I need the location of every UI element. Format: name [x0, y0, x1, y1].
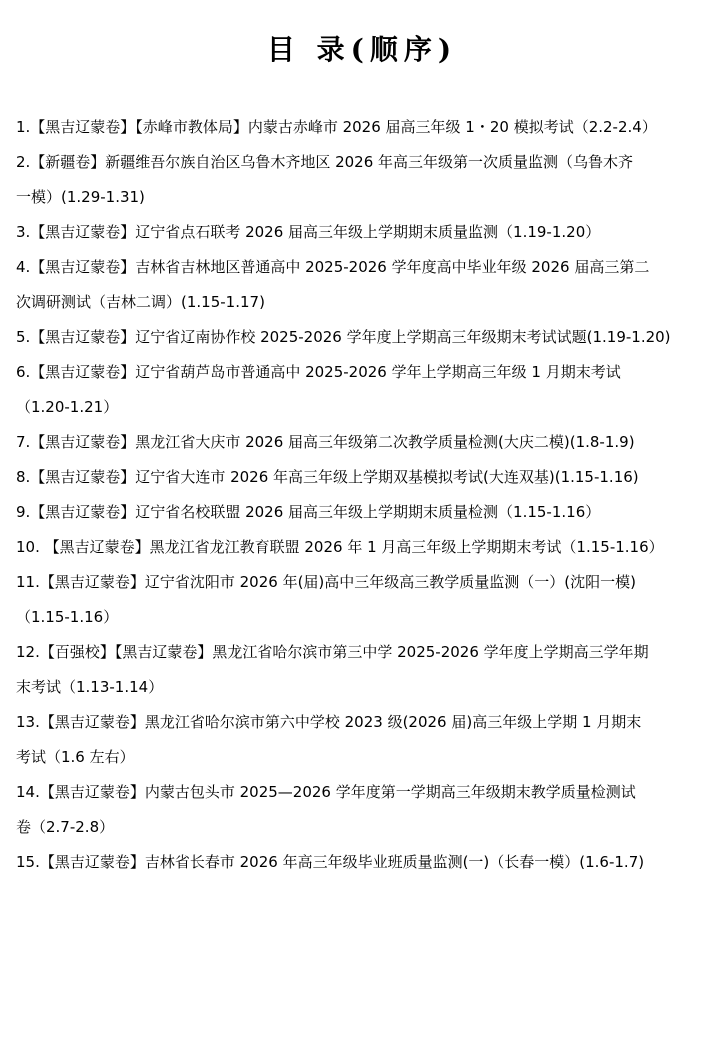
toc-entry-line: 14.【黑吉辽蒙卷】内蒙古包头市 2025—2026 学年度第一学期高三年级期末教学质量检测试 [16, 783, 636, 801]
toc-entry-line: 卷（2.7-2.8） [16, 818, 115, 836]
toc-entry-line: （1.20-1.21） [16, 398, 119, 416]
toc-entry-line: 1.【黑吉辽蒙卷】【赤峰市教体局】内蒙古赤峰市 2026 届高三年级 1・20 模拟考试（2.2-2.4） [16, 118, 657, 136]
toc-entry [16, 355, 706, 425]
toc-entry [16, 565, 706, 635]
toc-entry-line: （1.15-1.16） [16, 608, 119, 626]
toc-entry [16, 215, 706, 250]
toc-entry-line: 3.【黑吉辽蒙卷】辽宁省点石联考 2026 届高三年级上学期期末质量监测（1.19-1.20） [16, 223, 601, 241]
toc-entry-line: 13.【黑吉辽蒙卷】黑龙江省哈尔滨市第六中学校 2023 级(2026 届)高三年级上学期 1 月期末 [16, 713, 642, 731]
toc-entry [16, 320, 706, 355]
toc-entry-line: 考试（1.6 左右） [16, 748, 135, 766]
toc-entry [16, 845, 706, 880]
toc-entry-line: 4.【黑吉辽蒙卷】吉林省吉林地区普通高中 2025-2026 学年度高中毕业年级 2026 届高三第二 [16, 258, 650, 276]
toc-entry-line: 末考试（1.13-1.14） [16, 678, 164, 696]
toc-entry-line: 5.【黑吉辽蒙卷】辽宁省辽南协作校 2025-2026 学年度上学期高三年级期末考试试题(1.19-1.20) [16, 328, 671, 346]
toc-entry-line: 8.【黑吉辽蒙卷】辽宁省大连市 2026 年高三年级上学期双基模拟考试(大连双基)(1.15-1.16) [16, 468, 639, 486]
toc-entry-line: 6.【黑吉辽蒙卷】辽宁省葫芦岛市普通高中 2025-2026 学年上学期高三年级 1 月期末考试 [16, 363, 621, 381]
toc-entry [16, 530, 706, 565]
toc-entry [16, 705, 706, 775]
toc-entry-line: 15.【黑吉辽蒙卷】吉林省长春市 2026 年高三年级毕业班质量监测(一)（长春一模）(1.6-1.7) [16, 853, 645, 871]
toc-entry [16, 775, 706, 845]
toc-entry [16, 110, 706, 145]
toc-entry-line: 次调研测试（吉林二调）(1.15-1.17) [16, 293, 265, 311]
table-of-contents [16, 110, 706, 880]
toc-entry [16, 635, 706, 705]
toc-entry-line: 7.【黑吉辽蒙卷】黑龙江省大庆市 2026 届高三年级第二次教学质量检测(大庆二模)(1.8-1.9) [16, 433, 635, 451]
toc-entry [16, 460, 706, 495]
toc-entry-line: 9.【黑吉辽蒙卷】辽宁省名校联盟 2026 届高三年级上学期期末质量检测（1.15-1.16） [16, 503, 601, 521]
toc-entry [16, 250, 706, 320]
toc-entry-line: 一模）(1.29-1.31) [16, 188, 145, 206]
toc-entry-line: 12.【百强校】【黑吉辽蒙卷】黑龙江省哈尔滨市第三中学 2025-2026 学年度上学期高三学年期 [16, 643, 649, 661]
toc-entry [16, 425, 706, 460]
toc-entry [16, 495, 706, 530]
toc-entry-line: 2.【新疆卷】新疆维吾尔族自治区乌鲁木齐地区 2026 年高三年级第一次质量监测（乌鲁木齐 [16, 153, 634, 171]
toc-entry-line: 10. 【黑吉辽蒙卷】黑龙江省龙江教育联盟 2026 年 1 月高三年级上学期期末考试（1.15-1.16） [16, 538, 664, 556]
toc-entry [16, 145, 706, 215]
page-title: 目 录(顺序) [266, 33, 458, 66]
toc-entry-line: 11.【黑吉辽蒙卷】辽宁省沈阳市 2026 年(届)高中三年级高三教学质量监测（一）(沈阳一模) [16, 573, 636, 591]
